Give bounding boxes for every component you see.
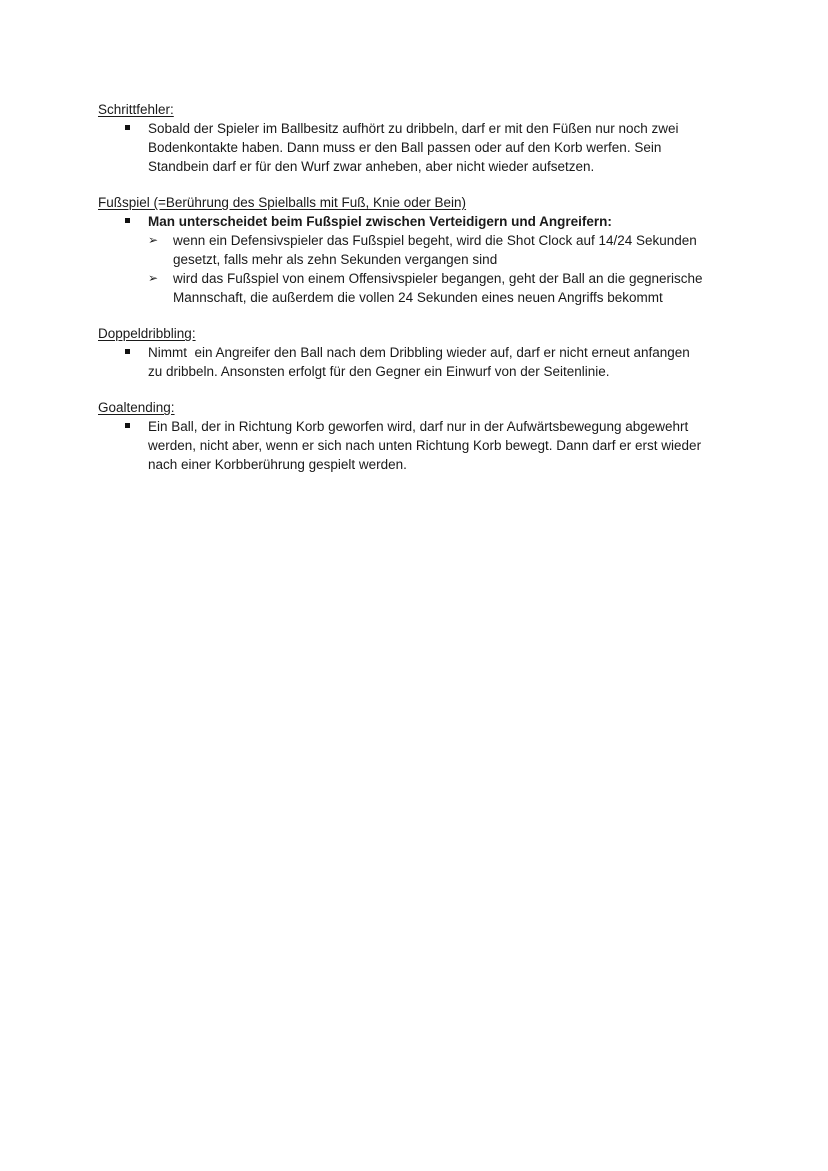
square-bullet-icon bbox=[125, 125, 130, 130]
section-goaltending bbox=[98, 398, 738, 474]
list-item-line: Bodenkontakte haben. Dann muss er den Ball passen oder auf den Korb werfen. Sein bbox=[148, 140, 662, 155]
list-item bbox=[98, 343, 738, 381]
list-item-line: zu dribbeln. Ansonsten erfolgt für den Gegner ein Einwurf von der Seitenlinie. bbox=[148, 364, 610, 379]
section-heading: Schrittfehler: bbox=[98, 102, 174, 117]
list-item-line: nach einer Korbberührung gespielt werden. bbox=[148, 457, 407, 472]
list-item bbox=[98, 417, 738, 474]
list-item-line: Ein Ball, der in Richtung Korb geworfen wird, darf nur in der Aufwärtsbewegung abgewehrt bbox=[148, 419, 689, 434]
list-item-line: Man unterscheidet beim Fußspiel zwischen Verteidigern und Angreifern: bbox=[148, 214, 612, 229]
section-heading: Goaltending: bbox=[98, 400, 175, 415]
arrow-bullet-icon: ➢ bbox=[148, 271, 159, 285]
square-bullet-icon bbox=[125, 423, 130, 428]
list-item-line: Sobald der Spieler im Ballbesitz aufhört zu dribbeln, darf er mit den Füßen nur noch zwei bbox=[148, 121, 679, 136]
section-heading: Doppeldribbling: bbox=[98, 326, 196, 341]
list-item-line: werden, nicht aber, wenn er sich nach unten Richtung Korb bewegt. Dann darf er erst wieder bbox=[148, 438, 702, 453]
sub-list-item bbox=[98, 269, 738, 307]
arrow-bullet-icon: ➢ bbox=[148, 233, 159, 247]
list-item-line: Standbein darf er für den Wurf zwar anheben, aber nicht wieder aufsetzen. bbox=[148, 159, 595, 174]
square-bullet-icon bbox=[125, 349, 130, 354]
sub-list-item-line: Mannschaft, die außerdem die vollen 24 Sekunden eines neuen Angriffs bekommt bbox=[173, 290, 663, 305]
square-bullet-icon bbox=[125, 218, 130, 223]
sub-list-item-line: wenn ein Defensivspieler das Fußspiel begeht, wird die Shot Clock auf 14/24 Sekunden bbox=[173, 233, 697, 248]
section-schrittfehler bbox=[98, 100, 738, 176]
section-heading: Fußspiel (=Berührung des Spielballs mit Fuß, Knie oder Bein) bbox=[98, 195, 467, 210]
sub-list-item bbox=[98, 231, 738, 269]
list-item bbox=[98, 119, 738, 176]
sub-list-item-line: gesetzt, falls mehr als zehn Sekunden vergangen sind bbox=[173, 252, 498, 267]
list-item bbox=[98, 212, 738, 231]
sub-list-item-line: wird das Fußspiel von einem Offensivspieler begangen, geht der Ball an die gegnerische bbox=[173, 271, 703, 286]
section-doppeldribbling bbox=[98, 324, 738, 381]
section-fussspiel bbox=[98, 193, 738, 307]
list-item-line: Nimmt ein Angreifer den Ball nach dem Dribbling wieder auf, darf er nicht erneut anfangen bbox=[148, 345, 690, 360]
